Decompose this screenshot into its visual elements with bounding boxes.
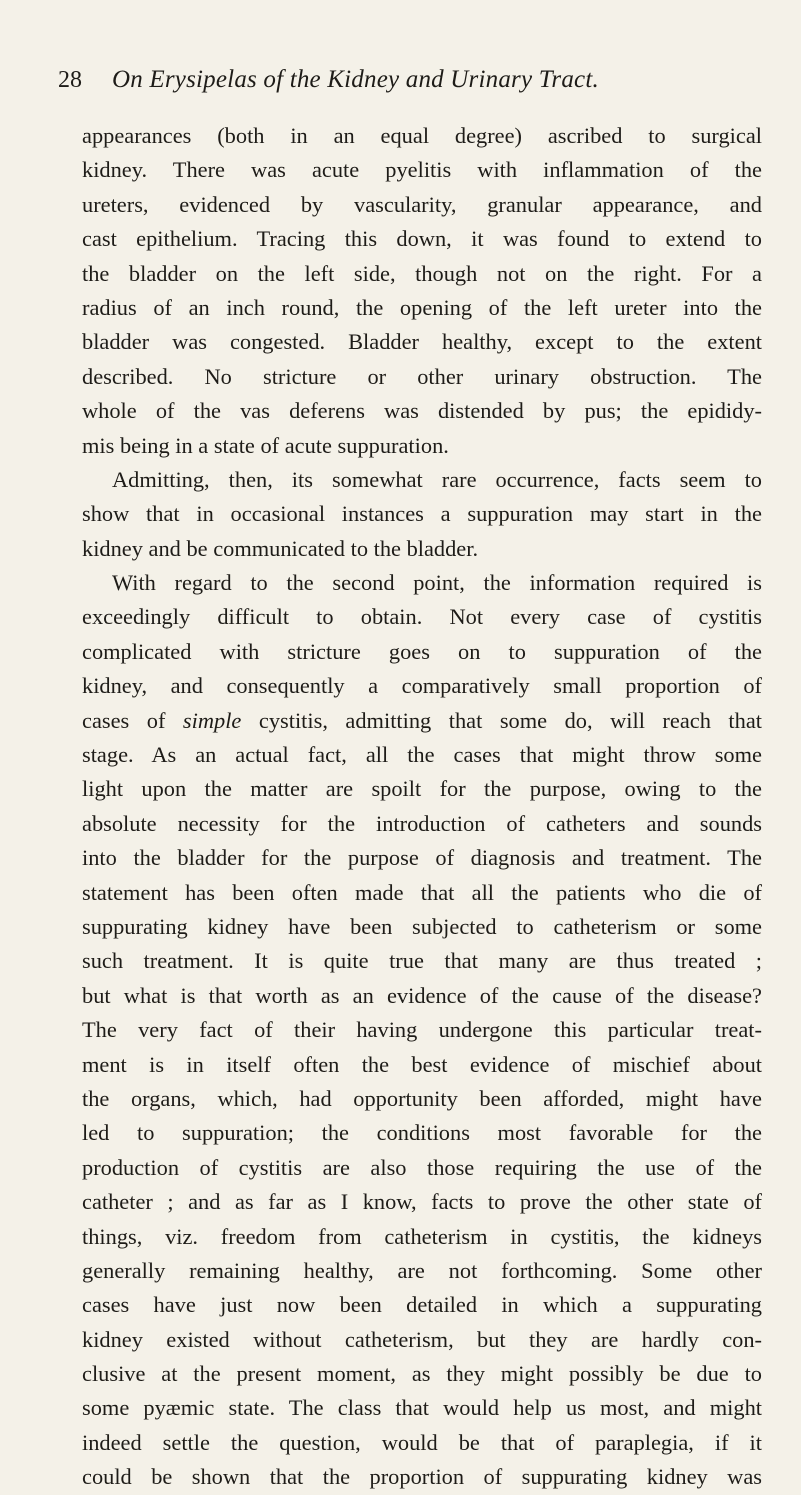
body-text — [82, 119, 762, 1495]
text-line: complicated with stricture goes on to suppuration of the — [82, 638, 762, 664]
text-fragment: cases of — [82, 707, 183, 733]
text-line: but what is that worth as an evidence of the cause of the disease? — [82, 982, 762, 1008]
text-line: the organs, which, had opportunity been afforded, might have — [82, 1085, 762, 1111]
text-line: kidney, and consequently a comparatively small proportion of — [82, 673, 762, 699]
text-line: described. No stricture or other urinary obstruction. The — [82, 363, 762, 389]
text-line: exceedingly difficult to obtain. Not every case of cystitis — [82, 604, 762, 630]
text-line: kidney. There was acute pyelitis with inflammation of the — [82, 157, 762, 183]
running-title: On Erysipelas of the Kidney and Urinary Tract. — [112, 66, 599, 93]
text-line: such treatment. It is quite true that many are thus treated ; — [82, 948, 762, 974]
text-line: With regard to the second point, the information required is — [112, 570, 762, 596]
text-line: the bladder on the left side, though not on the right. For a — [82, 260, 762, 286]
text-fragment: cystitis, admitting that some do, will reach that — [241, 707, 762, 733]
page-number: 28 — [58, 67, 82, 93]
text-line: statement has been often made that all the patients who die of — [82, 879, 762, 905]
emphasis-simple: simple — [182, 707, 242, 733]
text-line — [82, 704, 762, 738]
text-line: show that in occasional instances a suppuration may start in the — [82, 501, 762, 527]
text-line: appearances (both in an equal degree) ascribed to surgical — [82, 123, 762, 148]
text-line: catheter ; and as far as I know, facts to prove the other state of — [82, 1189, 762, 1215]
text-line: kidney existed without catheterism, but they are hardly con- — [82, 1326, 762, 1352]
text-line: some pyæmic state. The class that would help us most, and might — [82, 1395, 762, 1421]
text-line: Admitting, then, its somewhat rare occurrence, facts seem to — [112, 466, 762, 492]
text-line: mis being in a state of acute suppuration. — [82, 432, 449, 458]
text-line: suppurating kidney have been subjected to catheterism or some — [82, 913, 762, 939]
text-line: clusive at the present moment, as they might possibly be due to — [82, 1361, 762, 1387]
text-line: light upon the matter are spoilt for the purpose, owing to the — [82, 776, 762, 802]
text-line: The very fact of their having undergone this particular treat- — [82, 1017, 762, 1043]
text-line: kidney and be communicated to the bladder. — [82, 535, 479, 561]
text-line: stage. As an actual fact, all the cases that might throw some — [82, 742, 762, 768]
text-line: could be shown that the proportion of suppurating kidney was — [82, 1464, 762, 1490]
text-line: indeed settle the question, would be that of paraplegia, if it — [82, 1429, 762, 1455]
text-line: things, viz. freedom from catheterism in cystitis, the kidneys — [82, 1223, 762, 1249]
text-line: led to suppuration; the conditions most favorable for the — [82, 1120, 762, 1146]
text-line: production of cystitis are also those requiring the use of the — [82, 1154, 762, 1180]
page-header — [58, 64, 758, 96]
text-line: absolute necessity for the introduction of catheters and sounds — [82, 810, 762, 836]
text-line: radius of an inch round, the opening of the left ureter into the — [82, 294, 762, 320]
text-line: generally remaining healthy, are not forthcoming. Some other — [82, 1257, 762, 1283]
text-line: into the bladder for the purpose of diagnosis and treatment. The — [82, 845, 762, 871]
text-line: ment is in itself often the best evidence of mischief about — [82, 1051, 762, 1077]
text-line: cases have just now been detailed in which a suppurating — [82, 1292, 762, 1318]
text-line: whole of the vas deferens was distended by pus; the epididy- — [82, 398, 762, 424]
text-line: cast epithelium. Tracing this down, it was found to extend to — [82, 226, 762, 252]
text-line: ureters, evidenced by vascularity, granular appearance, and — [82, 191, 762, 217]
text-line: bladder was congested. Bladder healthy, except to the extent — [82, 329, 762, 355]
